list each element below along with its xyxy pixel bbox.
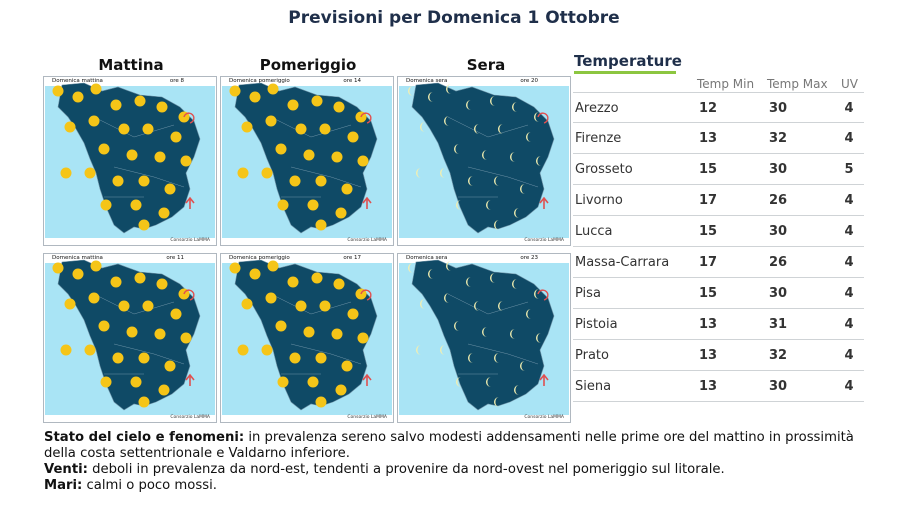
temp-min-value: 17 xyxy=(698,255,718,270)
temp-max-value: 32 xyxy=(768,131,788,146)
sun-icon xyxy=(238,345,249,356)
table-row xyxy=(573,247,864,278)
sun-icon xyxy=(99,144,110,155)
column-heading-sera: Sera xyxy=(466,56,506,74)
forecast-map-evening-late[interactable] xyxy=(397,253,571,423)
sun-icon xyxy=(135,96,146,107)
map-label: Domenica sera xyxy=(406,78,448,84)
forecast-map-morning-early[interactable] xyxy=(43,76,217,246)
sun-icon xyxy=(342,361,353,372)
sun-icon xyxy=(334,102,345,113)
sun-icon xyxy=(139,353,150,364)
temp-max-value: 26 xyxy=(768,193,788,208)
temp-min-value: 13 xyxy=(698,317,718,332)
sun-icon xyxy=(91,84,102,95)
sun-icon xyxy=(113,176,124,187)
temp-min-value: 13 xyxy=(698,348,718,363)
city-name: Grosseto xyxy=(575,162,633,177)
sun-icon xyxy=(181,156,192,167)
tuscany-map-graphic xyxy=(221,77,393,245)
temp-min-value: 13 xyxy=(698,131,718,146)
sun-icon xyxy=(127,150,138,161)
sea-text: calmi o poco mossi. xyxy=(82,478,217,493)
sun-icon xyxy=(85,168,96,179)
map-label: Domenica sera xyxy=(406,255,448,261)
city-name: Siena xyxy=(575,379,612,394)
sun-icon xyxy=(308,377,319,388)
city-name: Pisa xyxy=(575,286,601,301)
sun-icon xyxy=(242,122,253,133)
temp-min-value: 15 xyxy=(698,162,718,177)
map-label: Domenica mattina xyxy=(52,78,103,84)
temp-min-value: 13 xyxy=(698,379,718,394)
sun-icon xyxy=(332,152,343,163)
map-label: Domenica mattina xyxy=(52,255,103,261)
sun-icon xyxy=(101,200,112,211)
sun-icon xyxy=(336,208,347,219)
city-name: Firenze xyxy=(575,131,622,146)
forecast-description xyxy=(44,430,874,494)
temp-max-value: 30 xyxy=(768,162,788,177)
sun-icon xyxy=(135,273,146,284)
sun-icon xyxy=(312,96,323,107)
city-name: Lucca xyxy=(575,224,613,239)
map-credit: Consorzio LaMMA xyxy=(170,415,210,420)
sun-icon xyxy=(155,152,166,163)
sun-icon xyxy=(304,327,315,338)
sun-icon xyxy=(139,176,150,187)
sun-icon xyxy=(165,361,176,372)
uv-value: 4 xyxy=(844,255,854,270)
temp-max-value: 31 xyxy=(768,317,788,332)
sky-text: in prevalenza sereno salvo modesti addensamenti nelle prime ore del mattino in prossimità della costa settentrionale e Valdarno inferiore. xyxy=(44,430,854,461)
sun-icon xyxy=(358,333,369,344)
sun-icon xyxy=(85,345,96,356)
sun-icon xyxy=(308,200,319,211)
map-hour: ore 23 xyxy=(520,255,538,261)
table-row xyxy=(573,154,864,185)
sun-icon xyxy=(316,176,327,187)
sun-icon xyxy=(262,345,273,356)
temp-max-value: 32 xyxy=(768,348,788,363)
sun-icon xyxy=(336,385,347,396)
city-name: Arezzo xyxy=(575,101,619,116)
sun-icon xyxy=(171,309,182,320)
map-label: Domenica pomeriggio xyxy=(229,78,290,84)
sun-icon xyxy=(304,150,315,161)
sun-icon xyxy=(73,92,84,103)
sun-icon xyxy=(139,220,150,231)
sun-icon xyxy=(334,279,345,290)
header-uv: UV xyxy=(841,77,858,91)
sun-icon xyxy=(65,122,76,133)
forecast-map-afternoon-late[interactable] xyxy=(220,253,394,423)
temperature-title-underline xyxy=(574,71,676,74)
sun-icon xyxy=(127,327,138,338)
sun-icon xyxy=(101,377,112,388)
forecast-map-evening-early[interactable] xyxy=(397,76,571,246)
sun-icon xyxy=(276,321,287,332)
sun-icon xyxy=(111,277,122,288)
map-hour: ore 14 xyxy=(343,78,361,84)
forecast-map-morning-late[interactable] xyxy=(43,253,217,423)
sun-icon xyxy=(89,116,100,127)
sun-icon xyxy=(242,299,253,310)
sun-icon xyxy=(288,100,299,111)
sun-icon xyxy=(131,200,142,211)
sun-icon xyxy=(348,309,359,320)
map-hour: ore 20 xyxy=(520,78,538,84)
uv-value: 4 xyxy=(844,193,854,208)
sun-icon xyxy=(65,299,76,310)
map-credit: Consorzio LaMMA xyxy=(347,238,387,243)
sun-icon xyxy=(320,301,331,312)
map-credit: Consorzio LaMMA xyxy=(170,238,210,243)
tuscany-map-graphic xyxy=(44,254,216,422)
sun-icon xyxy=(262,168,273,179)
wind-label: Venti: xyxy=(44,462,88,477)
sun-icon xyxy=(250,92,261,103)
uv-value: 4 xyxy=(844,224,854,239)
map-hour: ore 17 xyxy=(343,255,361,261)
column-heading-pomeriggio: Pomeriggio xyxy=(259,56,357,74)
sun-icon xyxy=(53,263,64,274)
table-row xyxy=(573,309,864,340)
temp-min-value: 12 xyxy=(698,101,718,116)
sun-icon xyxy=(181,333,192,344)
sun-icon xyxy=(268,84,279,95)
sun-icon xyxy=(91,261,102,272)
sun-icon xyxy=(266,116,277,127)
sun-icon xyxy=(131,377,142,388)
sun-icon xyxy=(111,100,122,111)
sun-icon xyxy=(290,176,301,187)
uv-value: 4 xyxy=(844,317,854,332)
sun-icon xyxy=(119,124,130,135)
table-row xyxy=(573,340,864,371)
table-row xyxy=(573,216,864,247)
column-heading-mattina: Mattina xyxy=(98,56,164,74)
sun-icon xyxy=(61,345,72,356)
temp-max-value: 26 xyxy=(768,255,788,270)
sun-icon xyxy=(276,144,287,155)
map-hour: ore 11 xyxy=(166,255,184,261)
map-credit: Consorzio LaMMA xyxy=(347,415,387,420)
uv-value: 4 xyxy=(844,379,854,394)
sun-icon xyxy=(157,279,168,290)
sun-icon xyxy=(113,353,124,364)
header-temp-max: Temp Max xyxy=(767,77,828,91)
sun-icon xyxy=(348,132,359,143)
sun-icon xyxy=(230,263,241,274)
sun-icon xyxy=(316,353,327,364)
sun-icon xyxy=(320,124,331,135)
sun-icon xyxy=(316,397,327,408)
sun-icon xyxy=(278,377,289,388)
sun-icon xyxy=(278,200,289,211)
sun-icon xyxy=(143,301,154,312)
map-credit: Consorzio LaMMA xyxy=(524,415,564,420)
city-name: Livorno xyxy=(575,193,623,208)
sun-icon xyxy=(266,293,277,304)
city-name: Prato xyxy=(575,348,609,363)
sun-icon xyxy=(342,184,353,195)
temperature-title: Temperature xyxy=(574,52,682,70)
tuscany-map-graphic xyxy=(221,254,393,422)
sun-icon xyxy=(53,86,64,97)
table-row xyxy=(573,278,864,309)
uv-value: 4 xyxy=(844,286,854,301)
sun-icon xyxy=(296,124,307,135)
map-credit: Consorzio LaMMA xyxy=(524,238,564,243)
table-row xyxy=(573,92,864,123)
forecast-map-afternoon-early[interactable] xyxy=(220,76,394,246)
temp-max-value: 30 xyxy=(768,286,788,301)
sun-icon xyxy=(268,261,279,272)
sun-icon xyxy=(171,132,182,143)
wind-text: deboli in prevalenza da nord-est, tendenti a provenire da nord-ovest nel pomeriggio sul litorale. xyxy=(87,462,725,477)
page-title: Previsioni per Domenica 1 Ottobre xyxy=(288,8,620,28)
sun-icon xyxy=(89,293,100,304)
sun-icon xyxy=(157,102,168,113)
sun-icon xyxy=(290,353,301,364)
uv-value: 4 xyxy=(844,348,854,363)
sun-icon xyxy=(165,184,176,195)
temp-max-value: 30 xyxy=(768,224,788,239)
uv-value: 4 xyxy=(844,131,854,146)
sun-icon xyxy=(155,329,166,340)
sun-icon xyxy=(238,168,249,179)
map-hour: ore 8 xyxy=(169,78,184,84)
sky-label: Stato del cielo e fenomeni: xyxy=(44,430,245,445)
table-row xyxy=(573,123,864,154)
tuscany-map-graphic xyxy=(44,77,216,245)
sun-icon xyxy=(73,269,84,280)
temp-min-value: 15 xyxy=(698,286,718,301)
sun-icon xyxy=(332,329,343,340)
header-temp-min: Temp Min xyxy=(697,77,755,91)
uv-value: 4 xyxy=(844,101,854,116)
map-label: Domenica pomeriggio xyxy=(229,255,290,261)
sun-icon xyxy=(296,301,307,312)
sun-icon xyxy=(159,385,170,396)
sun-icon xyxy=(99,321,110,332)
temp-max-value: 30 xyxy=(768,101,788,116)
table-row xyxy=(573,371,864,402)
tuscany-map-graphic xyxy=(398,254,570,422)
temp-min-value: 15 xyxy=(698,224,718,239)
table-row xyxy=(573,185,864,216)
sun-icon xyxy=(119,301,130,312)
city-name: Massa-Carrara xyxy=(575,255,670,270)
temp-max-value: 30 xyxy=(768,379,788,394)
sun-icon xyxy=(250,269,261,280)
tuscany-map-graphic xyxy=(398,77,570,245)
sun-icon xyxy=(139,397,150,408)
city-name: Pistoia xyxy=(575,317,618,332)
sun-icon xyxy=(143,124,154,135)
sun-icon xyxy=(288,277,299,288)
sun-icon xyxy=(159,208,170,219)
sea-label: Mari: xyxy=(44,478,83,493)
sun-icon xyxy=(61,168,72,179)
sun-icon xyxy=(230,86,241,97)
sun-icon xyxy=(312,273,323,284)
temp-min-value: 17 xyxy=(698,193,718,208)
uv-value: 5 xyxy=(844,162,854,177)
sun-icon xyxy=(358,156,369,167)
sun-icon xyxy=(316,220,327,231)
